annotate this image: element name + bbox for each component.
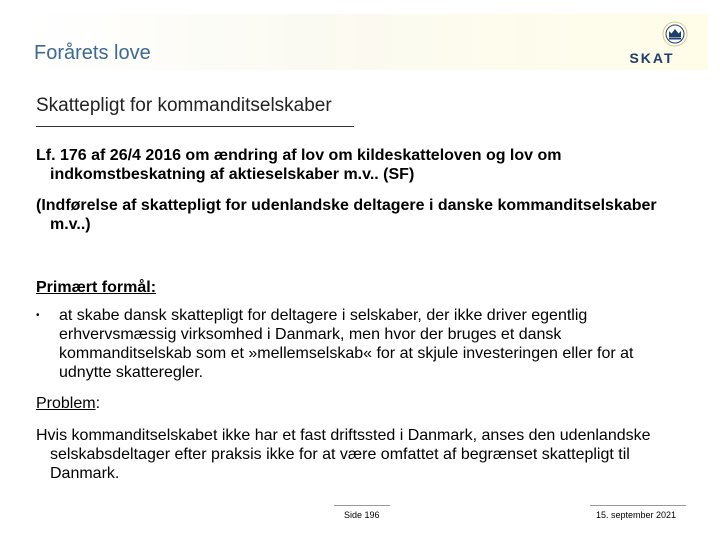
footer-divider-right: [590, 505, 686, 506]
header-title: Forårets love: [34, 42, 151, 64]
problem-heading-text: Problem: [36, 395, 96, 412]
problem-heading: [36, 394, 676, 413]
slide-subtitle: Skattepligt for kommanditselskaber: [36, 95, 332, 116]
problem-text: Hvis kommanditselskabet ikke har et fast driftssted i Danmark, anses den udenlandske selskabsdeltager efter praksis ikke for at være omfattet af begrænset skattepligt til Danmark.: [36, 427, 651, 482]
problem-heading-colon: :: [95, 395, 101, 412]
purpose-bullet-text: at skabe dansk skattepligt for deltagere i selskaber, der ikke driver egentlig erhvervsmæssig virksomhed i Danmark, men hvor der bruges et dansk kommanditselskab som et »mellemselskab« for at skjule investeringen eller for at udnytte skatteregler.: [59, 307, 634, 381]
page-number: Side 196: [344, 510, 380, 520]
footer-date: 15. september 2021: [596, 510, 677, 520]
subtitle-divider: [36, 126, 354, 127]
parenthetical-note: (Indførelse af skattepligt for udenlandske deltagere i danske kommanditselskaber m.v..): [36, 197, 657, 233]
purpose-heading: [36, 278, 676, 297]
footer-divider-left: [334, 505, 390, 506]
bullet-dot-icon: •: [36, 310, 40, 321]
logo-text: SKAT: [629, 50, 675, 66]
law-reference: Lf. 176 af 26/4 2016 om ændring af lov om kildeskatteloven og lov om indkomstbeskatning af aktieselskaber m.v.. (SF): [36, 147, 562, 183]
crown-emblem-icon: [663, 22, 687, 46]
skat-logo: [616, 18, 688, 68]
purpose-heading-text: Primært formål:: [36, 279, 157, 296]
